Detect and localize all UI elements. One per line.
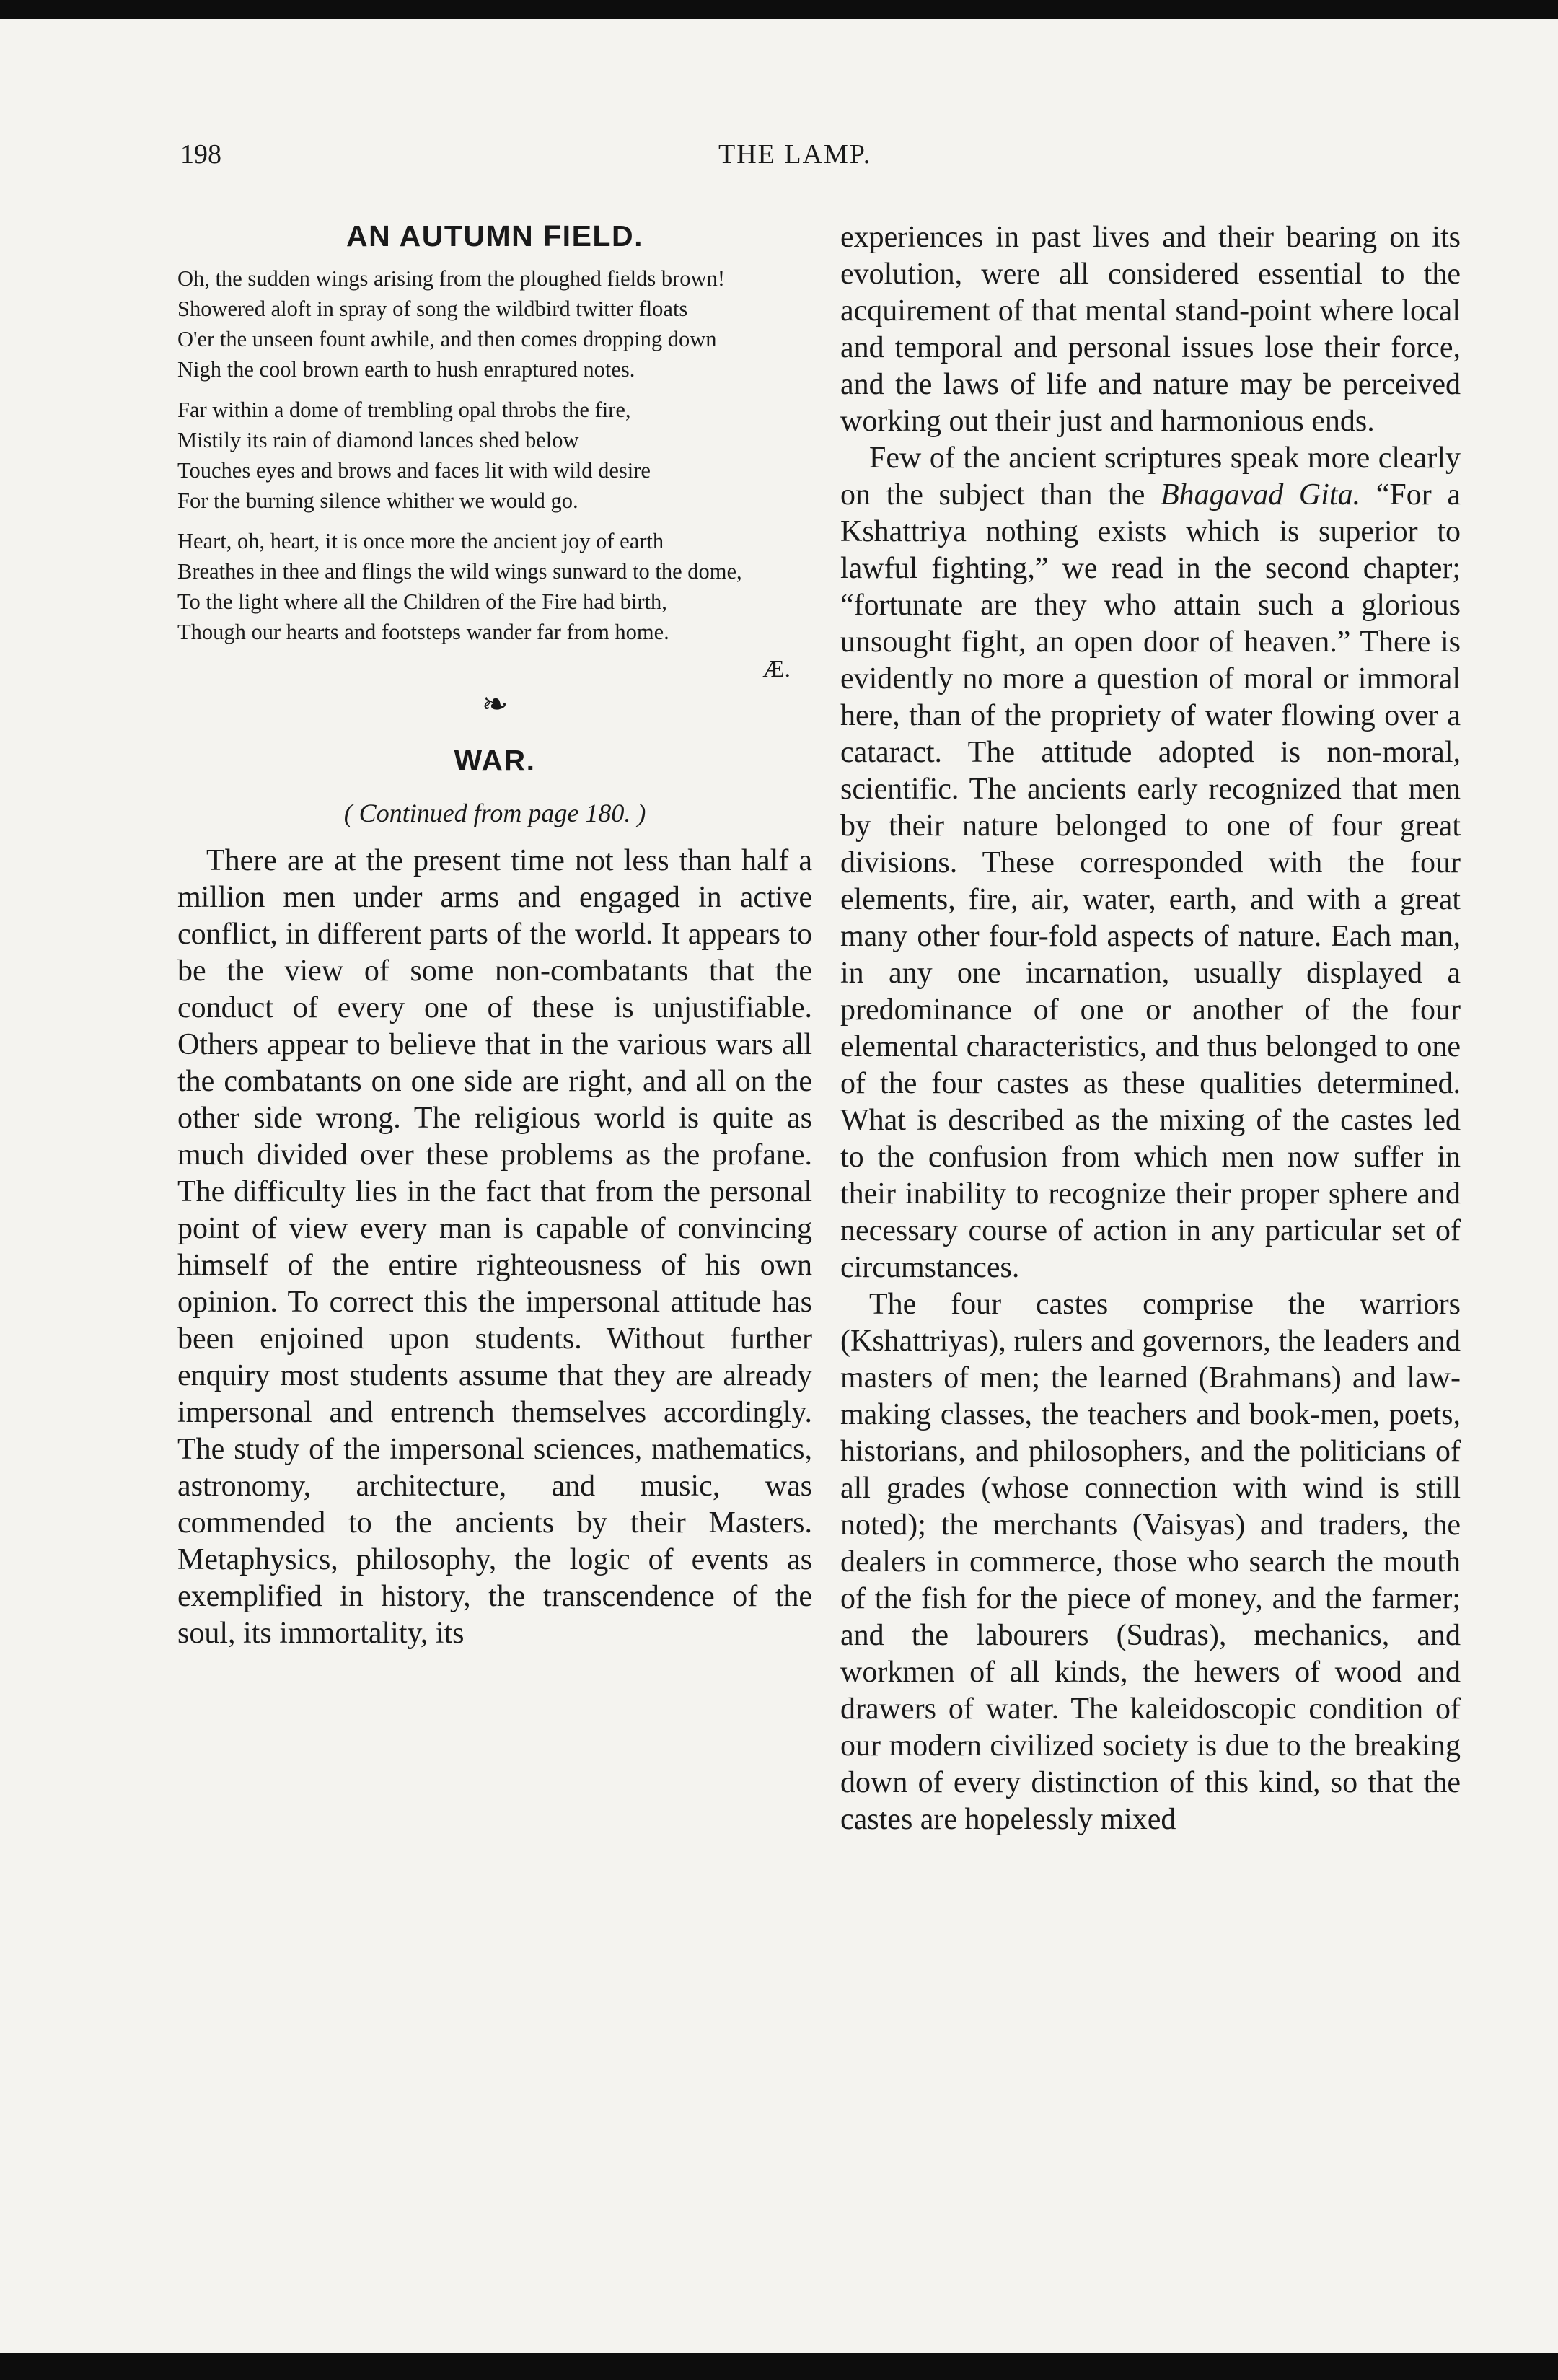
poem-signature: Æ. (762, 656, 791, 682)
right-column (840, 219, 1461, 1838)
poem-line: Far within a dome of trembling opal throbs the fire, (177, 398, 631, 422)
poem-line: Breathes in thee and flings the wild wings sunward to the dome, (177, 559, 742, 584)
poem-title: AN AUTUMN FIELD. (346, 219, 643, 253)
poem-line: To the light where all the Children of the Fire had birth, (177, 589, 667, 614)
poem-line: Nigh the cool brown earth to hush enraptured notes. (177, 357, 635, 382)
poem-line: Touches eyes and brows and faces lit with wild desire (177, 458, 651, 483)
left-column (177, 219, 812, 1652)
page-number: 198 (180, 139, 221, 170)
poem-line: O'er the unseen fount awhile, and then comes dropping down (177, 327, 717, 351)
article-body-left (177, 843, 812, 1652)
poem-stanza (177, 395, 812, 516)
article-paragraph (840, 440, 1461, 1286)
paragraph-text: Few of the ancient scriptures speak more clearly on the subject than the (840, 442, 1461, 511)
scan-edge-bottom (0, 2353, 1558, 2380)
poem-line: For the burning silence whither we would go. (177, 488, 578, 513)
poem-line: Showered aloft in spray of song the wildbird twitter floats (177, 297, 688, 321)
poem-stanza (177, 526, 812, 647)
poem-stanza (177, 263, 812, 385)
poem-line: Though our hearts and footsteps wander far from home. (177, 620, 669, 644)
scan-edge-top (0, 0, 1558, 19)
article-paragraph: There are at the present time not less than half a million men under arms and engaged in active conflict, in different parts of the world. It appears to be the view of some non-combatants that the conduct of every one of these is unjustifiable. Others appear to believe that in the various wars all the combatants on one side are right, and all on the other side wrong. The religious world is quite as much divided over these problems as the profane. The difficulty lies in the fact that from the personal point of view every man is capable of convincing himself of the entire righteousness of his own opinion. To correct this the impersonal attitude has been enjoined upon students. Without further enquiry most students assume that they are already impersonal and entrench themselves accordingly. The study of the impersonal sciences, mathematics, astronomy, architecture, and music, was commended to the ancients by their Masters. Metaphysics, philosophy, the logic of events as exemplified in history, the transcendence of the soul, its immortality, its (177, 844, 812, 1650)
poem-line: Heart, oh, heart, it is once more the ancient joy of earth (177, 529, 664, 553)
article-title: WAR. (454, 744, 536, 777)
poem-line: Mistily its rain of diamond lances shed below (177, 428, 579, 452)
book-title: Bhagavad Gita. (1161, 478, 1361, 511)
poem-line: Oh, the sudden wings arising from the ploughed fields brown! (177, 266, 725, 291)
poem (177, 263, 812, 647)
running-title: THE LAMP. (718, 139, 872, 170)
article-paragraph: experiences in past lives and their bearing on its evolution, were all considered essential to the acquirement of that mental stand-point where local and temporal and personal issues lose their force, and the laws of life and nature may be perceived working out their just and harmonious ends. (840, 221, 1461, 438)
article-paragraph: The four castes comprise the warriors (Kshattriyas), rulers and governors, the leaders and masters of men; the learned (Brahmans) and law-making classes, the teachers and book-men, poets, historians, and philosophers, and the politicians of all grades (whose connection with wind is still noted); the merchants (Vaisyas) and traders, the dealers in commerce, those who search the mouth of the fish for the piece of money, and the farmer; and the labourers (Sudras), mechanics, and workmen of all kinds, the hewers of wood and drawers of water. The kaleidoscopic condition of our modern civilized society is due to the breaking down of every distinction of this kind, so that the castes are hopelessly mixed (840, 1288, 1461, 1836)
paragraph-text: “For a Kshattriya nothing exists which is superior to lawful fighting,” we read in the second chapter; “fortunate are they who attain such a glorious unsought fight, an open door of heaven.” There is evidently no more a question of moral or immoral here, than of the propriety of water flowing over a cataract. The attitude adopted is non-moral, scientific. The ancients early recognized that men by their nature belonged to one of four great divisions. These corresponded with the four elements, fire, air, water, earth, and with a great many other four-fold aspects of nature. Each man, in any one incarnation, usually displayed a predominance of one or another of the four elemental characteristics, and thus belonged to one of the four castes as these qualities determined. What is described as the mixing of the castes led to the confusion from which men now suffer in their inability to recognize their proper sphere and necessary course of action in any particular set of circumstances. (840, 478, 1461, 1284)
continued-note: ( Continued from page 180. ) (343, 799, 646, 827)
fleuron-icon: ❧ (481, 687, 509, 722)
